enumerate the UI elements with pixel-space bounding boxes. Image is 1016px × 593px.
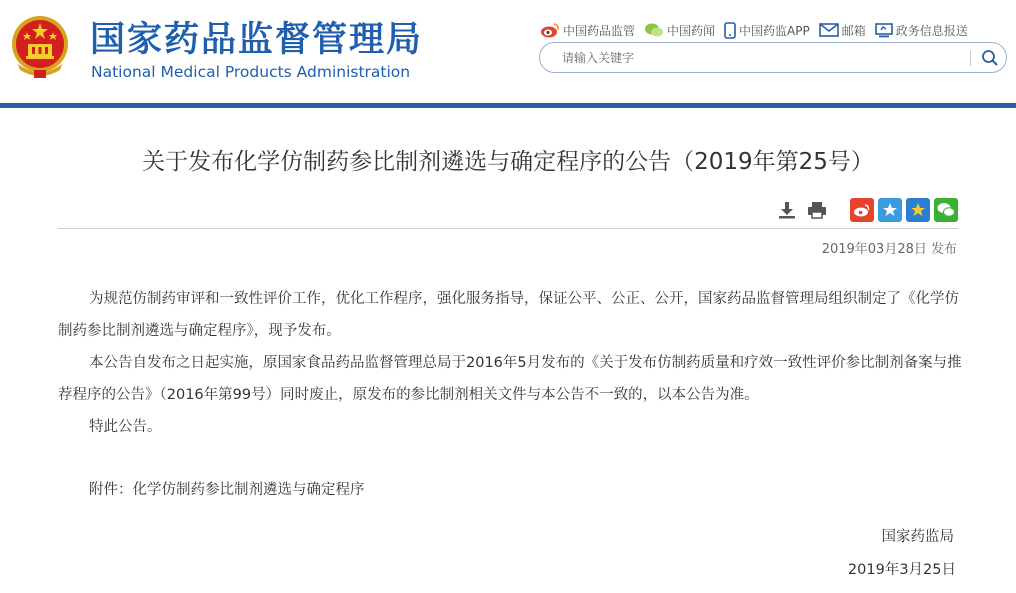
site-title-english: National Medical Products Administration	[91, 63, 411, 81]
signature-date: 2019年3月25日	[847, 562, 956, 578]
print-button[interactable]	[806, 199, 828, 221]
share-favorite-button[interactable]	[906, 198, 930, 222]
share-buttons	[850, 198, 962, 222]
site-title: 国家药品监督管理局	[90, 20, 424, 60]
search-input[interactable]	[562, 49, 962, 67]
article-toolbar	[776, 198, 962, 222]
toplink-label: 中国药闻	[667, 23, 716, 38]
weibo-icon	[540, 22, 560, 38]
attachment-link[interactable]: 附件：化学仿制药参比制剂遴选与确定程序	[89, 482, 365, 498]
favorite-share-icon	[909, 201, 927, 219]
mail-icon	[819, 23, 839, 37]
article-title: 关于发布化学仿制药参比制剂遴选与确定程序的公告（2019年第25号）	[142, 149, 874, 175]
share-weibo-button[interactable]	[850, 198, 874, 222]
toplink-wechat[interactable]	[644, 22, 715, 39]
report-icon	[875, 23, 893, 38]
toplink-weibo[interactable]	[540, 22, 635, 39]
national-emblem-icon	[10, 14, 70, 80]
search-box	[539, 42, 1007, 73]
article-paragraph: 本公告自发布之日起实施，原国家食品药品监督管理总局于2016年5月发布的《关于发布仿制药质量和疗效一致性评价参比制剂备案与推荐程序的公告》（2016年第99号）同时废止，原发布的参比制剂相关文件与本公告不一致的，以本公告为准。	[58, 355, 962, 403]
toplink-mail[interactable]	[819, 22, 866, 39]
mobile-icon	[724, 22, 736, 39]
article-paragraph: 特此公告。	[89, 419, 162, 435]
site-header	[0, 0, 1016, 103]
toplink-label: 中国药品监管	[563, 23, 636, 38]
download-icon	[777, 200, 797, 220]
weibo-share-icon	[853, 202, 871, 218]
wechat-icon	[644, 22, 664, 38]
publish-date: 2019年03月28日 发布	[821, 242, 957, 257]
toplink-label: 中国药监APP	[739, 23, 810, 38]
share-qzone-button[interactable]	[878, 198, 902, 222]
share-wechat-button[interactable]	[934, 198, 958, 222]
toplink-app[interactable]	[724, 22, 810, 39]
top-links	[540, 20, 977, 40]
print-icon	[807, 200, 827, 220]
search-icon	[980, 48, 1000, 68]
signature-organization: 国家药监局	[881, 529, 954, 545]
download-button[interactable]	[776, 199, 798, 221]
search-separator	[970, 50, 971, 66]
qzone-share-icon	[881, 201, 899, 219]
article-body	[58, 283, 963, 443]
wechat-share-icon	[936, 201, 956, 219]
article-paragraph: 为规范仿制药审评和一致性评价工作，优化工作程序，强化服务指导，保证公平、公正、公开，国家药品监督管理局组织制定了《化学仿制药参比制剂遴选与确定程序》，现予发布。	[58, 291, 959, 339]
search-button[interactable]	[980, 48, 1000, 68]
header-accent-bar	[0, 103, 1016, 108]
toplink-label: 政务信息报送	[895, 23, 968, 38]
toplink-report[interactable]	[875, 22, 968, 39]
toplink-label: 邮箱	[841, 23, 866, 38]
title-divider	[58, 228, 958, 229]
